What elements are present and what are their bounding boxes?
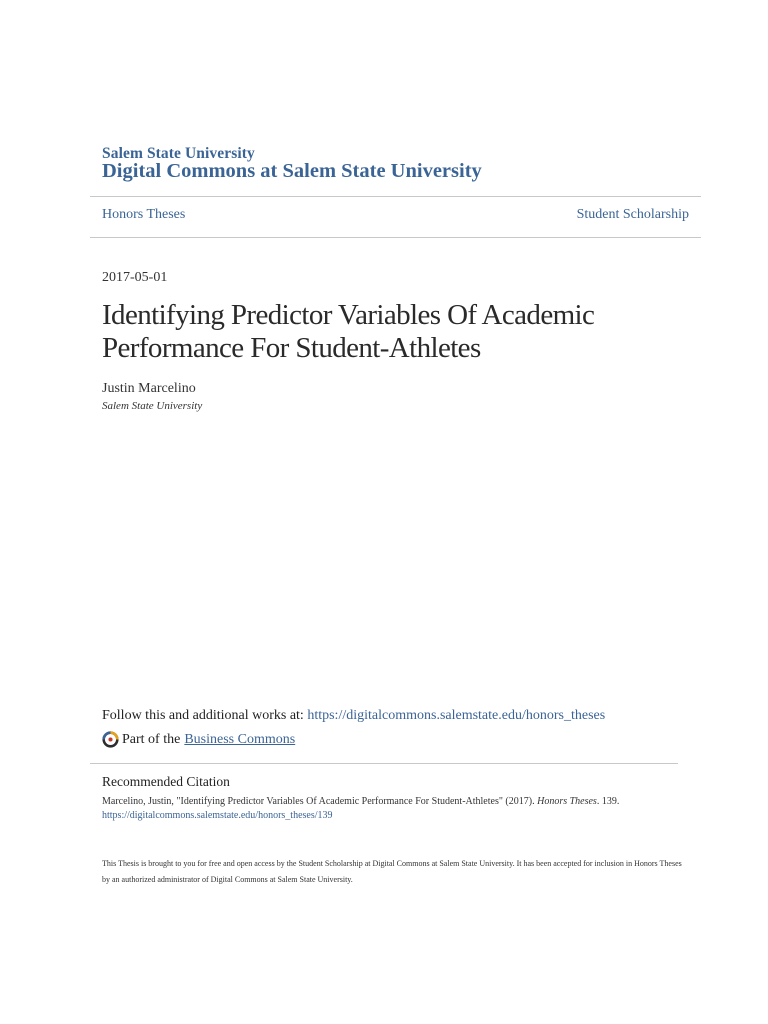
citation-number: . 139.	[596, 796, 620, 807]
author-name: Justin Marcelino	[102, 381, 196, 396]
honors-theses-link[interactable]: Honors Theses	[102, 207, 186, 222]
commons-network-icon	[102, 731, 119, 748]
access-statement: This Thesis is brought to you for free and open access by the Student Scholarship at Digital Commons at Salem State University. It has been accepted for inclusion in Honors Theses by an authorized administrator of Digital Commons at Salem State University.	[102, 859, 682, 884]
follow-line	[102, 708, 605, 724]
business-commons-link[interactable]: Business Commons	[184, 731, 296, 747]
citation-url-link[interactable]: https://digitalcommons.salemstate.edu/honors_theses/139	[102, 810, 333, 821]
repository-name[interactable]: Digital Commons at Salem State University	[102, 160, 482, 182]
citation-text	[102, 796, 619, 807]
student-scholarship-link[interactable]: Student Scholarship	[576, 207, 689, 222]
citation-heading: Recommended Citation	[102, 774, 230, 789]
author-affiliation: Salem State University	[102, 400, 203, 412]
publication-date: 2017-05-01	[102, 270, 168, 285]
institution-name[interactable]: Salem State University	[102, 145, 255, 162]
follow-prefix: Follow this and additional works at:	[102, 708, 304, 723]
part-of-line	[102, 731, 295, 748]
part-of-prefix: Part of the	[122, 731, 181, 747]
honors-theses-url-link[interactable]: https://digitalcommons.salemstate.edu/honors_theses	[307, 708, 606, 723]
citation-main: Marcelino, Justin, "Identifying Predictor Variables Of Academic Performance For Student-Athletes" (2017).	[102, 796, 535, 807]
citation-divider	[90, 763, 678, 764]
citation-series: Honors Theses	[537, 796, 597, 807]
header-divider-bottom	[90, 237, 701, 238]
document-title: Identifying Predictor Variables Of Academic Performance For Student-Athletes	[102, 299, 595, 364]
header-divider-top	[90, 196, 701, 197]
